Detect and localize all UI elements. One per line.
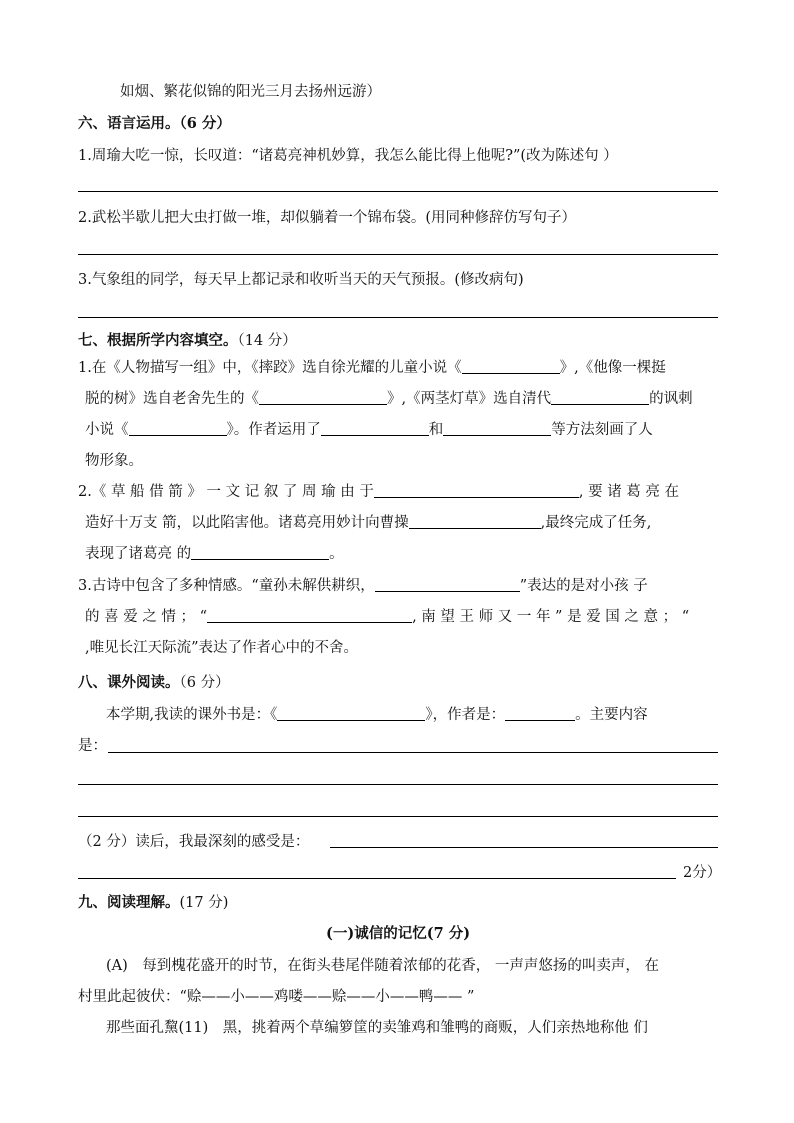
- blank-method-2[interactable]: [443, 420, 551, 436]
- section-7-q3-line2: [85, 607, 689, 627]
- text: 。主要内容: [575, 707, 648, 723]
- text: , 南 望 王 师 又 一 年 ” 是 爱 国 之 意 ； “: [412, 609, 690, 625]
- section-6-q1: 1.周瑜大吃一惊，长叹道：“诸葛亮神机妙算，我怎么能比得上他呢?”(改为陈述句 ）: [78, 148, 618, 164]
- section-7-q3-line3: ,唯见长江天际流”表达了作者心中的不舍。: [85, 640, 359, 656]
- text: 本学期,我读的课外书是：《: [106, 707, 278, 723]
- blank-poem-line-1[interactable]: [375, 576, 520, 592]
- section-9-title: 九、阅读理解。: [78, 894, 180, 911]
- section-8-title: 八、课外阅读。: [78, 674, 180, 691]
- passage-title: (一)诚信的记忆(7 分): [326, 925, 471, 942]
- blank-novel-title[interactable]: [462, 358, 560, 374]
- answer-line-8-1[interactable]: [108, 752, 718, 753]
- section-8-line2: 是：: [78, 738, 107, 754]
- text: 》。作者运用了: [226, 422, 321, 438]
- answer-line-8-5[interactable]: [78, 878, 676, 879]
- section-8-points: （6 分）: [179, 675, 230, 691]
- blank-book-author[interactable]: [505, 705, 575, 721]
- blank-satire-novel[interactable]: [129, 420, 227, 436]
- section-7-heading: [78, 331, 297, 351]
- answer-line-6-1[interactable]: [78, 191, 718, 192]
- passage-paragraph-1b: 村里此起彼伏：“赊——小——鸡喽——赊——小——鸭—— ”: [78, 989, 475, 1005]
- answer-line-6-2[interactable]: [78, 254, 718, 255]
- blank-book-title[interactable]: [277, 705, 425, 721]
- section-6-q3: 3.气象组的同学，每天早上都记录和收听当天的天气预报。(修改病句): [78, 272, 524, 288]
- section-6-title: 六、语言运用。（6 分）: [78, 115, 231, 132]
- text: 3.古诗中包含了多种情感。“童孙未解供耕织，: [78, 578, 375, 594]
- blank-method-1[interactable]: [321, 420, 429, 436]
- blank-laoshe-work[interactable]: [259, 389, 387, 405]
- section-7-q2-line1: [78, 482, 679, 502]
- section-7-q1-line4: 物形象。: [85, 453, 143, 469]
- blank-author[interactable]: [551, 389, 649, 405]
- answer-line-6-3[interactable]: [78, 317, 718, 318]
- text: 表现了诸葛亮 的: [85, 546, 192, 562]
- text: 》,《两茎灯草》选自清代: [387, 391, 552, 407]
- text: 》,《他像一棵挺: [559, 360, 666, 376]
- text: ,最终完成了任务,: [540, 515, 652, 531]
- text: 的讽刺: [649, 391, 693, 407]
- text: 造好十万支 箭，以此陷害他。诸葛亮用妙计向曹操: [85, 515, 409, 531]
- section-7-q2-line3: [85, 544, 344, 564]
- text: 脱的树》选自老舍先生的《: [85, 391, 259, 407]
- section-7-q1-line1: [78, 358, 666, 378]
- section-9-heading: [78, 893, 228, 913]
- passage-paragraph-1a: (A) 每到槐花盛开的时节，在街头巷尾伴随着浓郁的花香， 一声声悠扬的叫卖声， 在: [106, 958, 660, 974]
- section-7-q1-line2: [85, 389, 693, 409]
- section-7-q3-line1: [78, 576, 648, 596]
- answer-line-8-4[interactable]: [330, 847, 718, 848]
- blank-poem-line-2[interactable]: [207, 607, 412, 623]
- blank-borrow-arrows[interactable]: [409, 513, 541, 529]
- section-7-title: 七、根据所学内容填空。: [78, 332, 238, 349]
- section-8-feel: （2 分）读后，我最深刻的感受是：: [78, 834, 310, 850]
- text: 1.在《人物描写一组》中，《摔跤》选自徐光耀的儿童小说《: [78, 360, 462, 376]
- blank-zhuge-trait[interactable]: [191, 544, 329, 560]
- section-7-q1-line3: [85, 420, 653, 440]
- continuation-line: 如烟、繁花似锦的阳光三月去扬州远游）: [120, 84, 381, 100]
- text: 等方法刻画了人: [551, 422, 653, 438]
- text: 。: [329, 546, 344, 562]
- section-8-heading: [78, 673, 230, 693]
- section-7-q2-line2: [85, 513, 651, 533]
- section-8-end-points: 2分）: [683, 865, 722, 881]
- text: 2.《 草 船 借 箭 》 一 文 记 叙 了 周 瑜 由 于: [78, 484, 374, 500]
- passage-paragraph-2: 那些面孔黧(11) 黑，挑着两个草编箩筐的卖雏鸡和雏鸭的商贩，人们亲热地称他 们: [106, 1020, 648, 1036]
- answer-line-8-2[interactable]: [78, 784, 718, 785]
- text: ”表达的是对小孩 子: [519, 578, 648, 594]
- text: , 要 诸 葛 亮 在: [578, 484, 680, 500]
- blank-zhouyu-reason[interactable]: [374, 482, 579, 498]
- section-7-points: （14 分）: [237, 333, 297, 349]
- text: 》，作者是：: [425, 707, 506, 723]
- text: 的 喜 爱 之 情 ； “: [85, 609, 208, 625]
- text: 小说《: [85, 422, 129, 438]
- answer-line-8-3[interactable]: [78, 816, 718, 817]
- section-6-q2: 2.武松半歇儿把大虫打做一堆，却似躺着一个锦布袋。(用同种修辞仿写句子）: [78, 210, 576, 226]
- section-9-points: (17 分): [179, 895, 229, 911]
- section-8-line1: [106, 705, 648, 725]
- text: 和: [428, 422, 444, 438]
